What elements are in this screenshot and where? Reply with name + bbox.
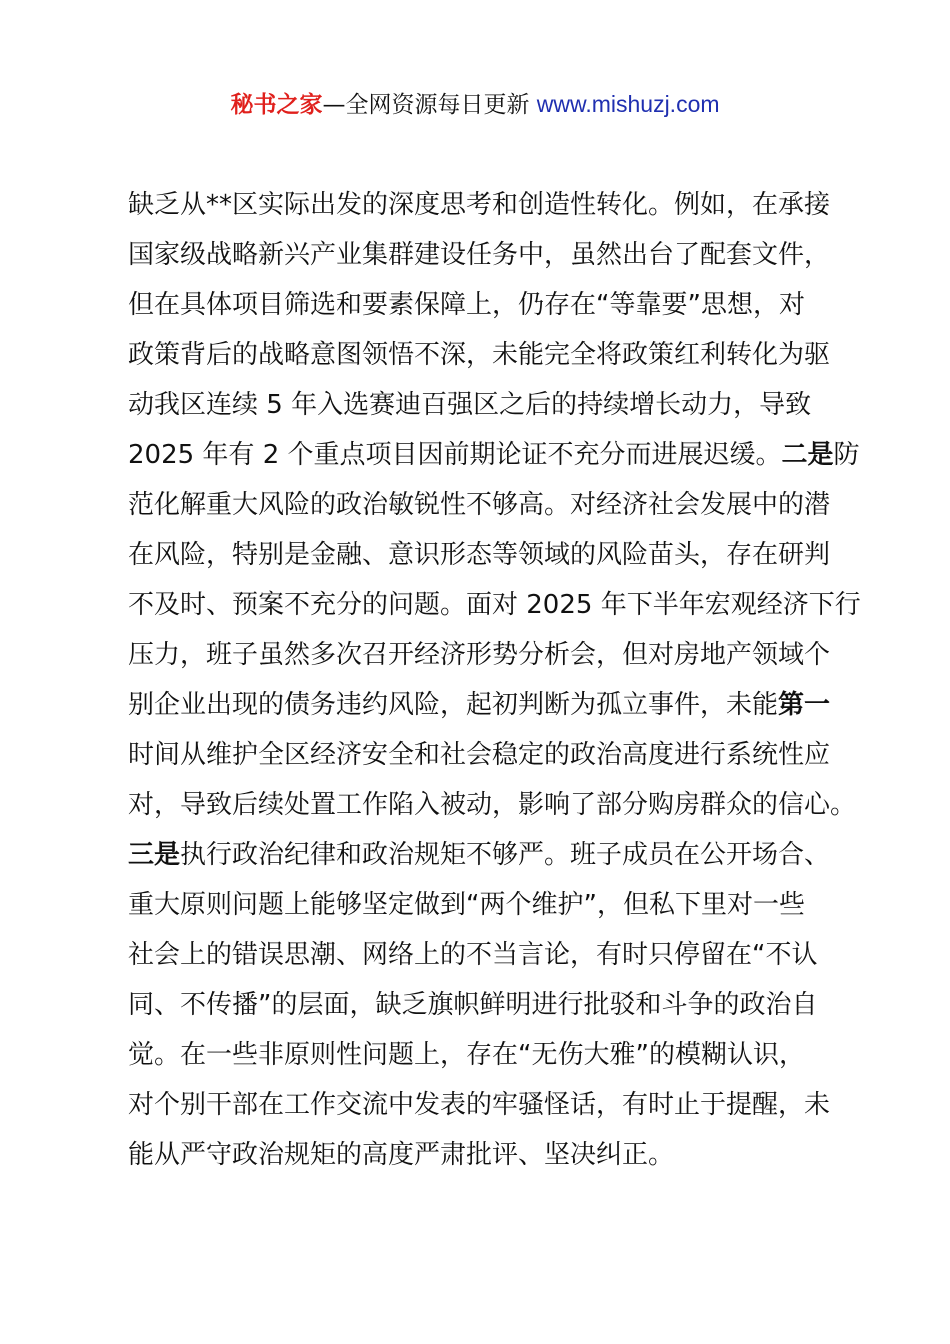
text-line [128,180,838,230]
text-line [128,1130,838,1180]
text-line [128,1080,838,1130]
text-line [128,530,838,580]
text-run: 重大原则问题上能够坚定做到“两个维护”，但私下里对一些 [128,890,805,920]
text-run: 同、不传播”的层面，缺乏旗帜鲜明进行批驳和斗争的政治自 [128,990,818,1020]
bold-marker: 二是 [781,440,834,470]
text-run: 对个别干部在工作交流中发表的牢骚怪话，有时止于提醒，未 [128,1090,831,1120]
bold-marker: 三是 [128,840,181,870]
text-run: 压力，班子虽然多次召开经济形势分析会，但对房地产领域个 [128,640,831,670]
text-line [128,330,838,380]
text-run: 时间从维护全区经济安全和社会稳定的政治高度进行系统性应 [128,740,831,770]
text-line [128,280,838,330]
text-run: 缺乏从**区实际出发的深度思考和创造性转化。例如，在承接 [128,190,831,220]
text-run: 政策背后的战略意图领悟不深，未能完全将政策红利转化为驱 [128,340,831,370]
site-link[interactable]: www.mishuzj.com [536,91,720,117]
text-run: 执行政治纪律和政治规矩不够严。班子成员在公开场合、 [180,840,831,870]
text-line [128,480,838,530]
text-line [128,630,838,680]
text-run: 在风险，特别是金融、意识形态等领域的风险苗头，存在研判 [128,540,831,570]
document-body [128,180,861,1180]
text-line [128,730,838,780]
text-line [128,830,838,880]
text-run: 觉。在一些非原则性问题上，存在“无伤大雅”的模糊认识， [128,1040,805,1070]
text-line [128,230,838,280]
page-header [0,86,950,123]
text-line [128,780,857,830]
text-run: 对，导致后续处置工作陷入被动，影响了部分购房群众的信心。 [128,790,857,820]
text-line [128,580,861,630]
text-line [128,430,860,480]
text-run: 别企业出现的债务违约风险，起初判断为孤立事件，未能 [128,690,779,720]
text-line [128,880,838,930]
text-run: 能从严守政治规矩的高度严肃批评、坚决纠正。 [128,1140,675,1170]
text-run: 国家级战略新兴产业集群建设任务中，虽然出台了配套文件， [128,240,831,270]
text-run: 动我区连续 5 年入选赛迪百强区之后的持续增长动力，导致 [128,390,812,420]
text-run: 范化解重大风险的政治敏锐性不够高。对经济社会发展中的潜 [128,490,831,520]
text-run: 不及时、预案不充分的问题。面对 2025 年下半年宏观经济下行 [128,590,861,620]
text-run: 防 [833,440,860,470]
text-run: 但在具体项目筛选和要素保障上，仍存在“等靠要”思想，对 [128,290,805,320]
text-line [128,1030,838,1080]
text-line [128,680,838,730]
header-tagline: —全网资源每日更新 [322,92,537,118]
brand-name: 秘书之家 [230,92,323,118]
text-run: 2025 年有 2 个重点项目因前期论证不充分而进展迟缓。 [128,440,782,470]
text-line [128,930,838,980]
bold-marker: 第一 [778,690,831,720]
text-line [128,980,838,1030]
text-run: 社会上的错误思潮、网络上的不当言论，有时只停留在“不认 [128,940,818,970]
text-line [128,380,838,430]
